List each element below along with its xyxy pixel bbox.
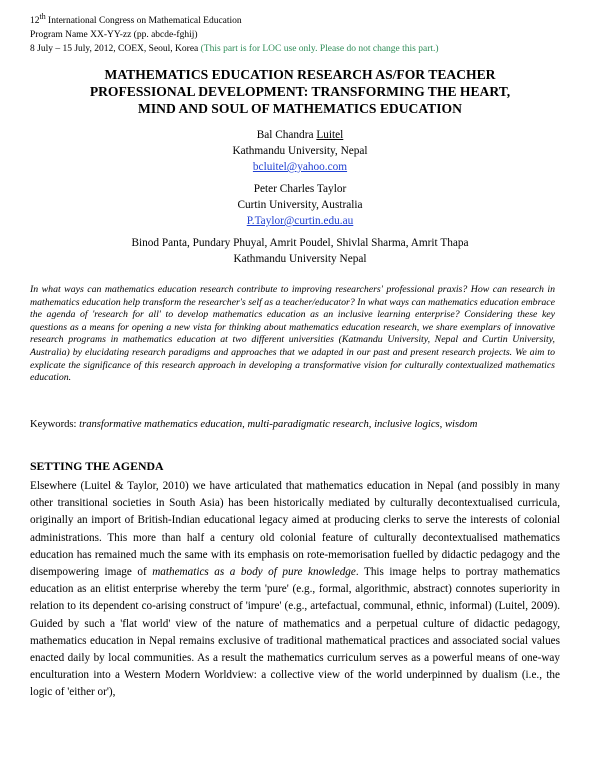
header-line-1: 12th International Congress on Mathematical Education	[30, 12, 242, 27]
header-line-2: Program Name XX-YY-zz (pp. abcde-fghij)	[30, 30, 198, 41]
author-1-affiliation: Kathmandu University, Nepal	[232, 145, 368, 157]
keywords	[30, 418, 555, 431]
author-block	[80, 127, 520, 267]
loc-note: (This part is for LOC use only. Please do not change this part.)	[200, 44, 439, 55]
coauthors: Binod Panta, Pundary Phuyal, Amrit Poudel, Shivlal Sharma, Amrit Thapa	[131, 237, 469, 249]
author-1-name: Bal Chandra Luitel	[256, 129, 344, 141]
author-2-name: Peter Charles Taylor	[253, 183, 347, 195]
section-heading: SETTING THE AGENDA	[30, 459, 164, 473]
conference-header	[30, 10, 439, 56]
keywords-label: Keywords:	[30, 419, 77, 430]
paper-title: MATHEMATICS EDUCATION RESEARCH AS/FOR TEACHER PROFESSIONAL DEVELOPMENT: TRANSFORMING THE HEART, MIND AND SOUL OF MATHEMATICS EDUCATION	[89, 67, 511, 116]
author-1-email-link[interactable]: bcluitel@yahoo.com	[252, 161, 348, 173]
coauthors-affiliation: Kathmandu University Nepal	[233, 253, 367, 265]
author-2-email-link[interactable]: P.Taylor@curtin.edu.au	[246, 215, 354, 227]
author-2-affiliation: Curtin University, Australia	[237, 199, 363, 211]
keywords-text: transformative mathematics education, multi-paradigmatic research, inclusive logics, wisdom	[76, 419, 478, 430]
body-emphasis: mathematics as a body of pure knowledge	[152, 566, 356, 579]
abstract: In what ways can mathematics education research contribute to improving researchers' professional praxis? How can research in mathematics education help transform the researcher's self as a teacher/educator? In what ways can mathematics education embrace the agenda of 'research for all' to develop mathematics education as an inclusive learning enterprise? Considering these key questions as a means for opening a new vista for thinking about mathematics education research, we share exemplars of innovative research programs in mathematics education at two different universities (Katmandu University, Nepal and Curtin University, Australia) by elucidating research paradigms and approaches that we adapted in our past and present research projects. We aim to explicate the significance of this research approach in developing a transformative vision for culturally contextualized mathematics education.	[30, 284, 555, 384]
header-line-3: 8 July – 15 July, 2012, COEX, Seoul, Korea (This part is for LOC use only. Please do not change this part.)	[30, 44, 439, 55]
section-body: Elsewhere (Luitel & Taylor, 2010) we have articulated that mathematics education in Nepal (and possibly in many other transitional societies in South Asia) has been historically mediated by culturally decontextualised curricula, originally an import of British-Indian educational legacy aimed at producing clerks to serve the interests of colonial administrations. This more than half a century old colonial feature of culturally decontextualised mathematics education has remained much the same with its emphasis on rote-memorisation fuelled by didactic pedagogy and the disempowering image of mathematics as a body of pure knowledge. This image helps to portray mathematics education as an elitist enterprise whereby the term 'pure' (e.g., formal, algorithmic, abstract) connotes superiority in relation to its dependent co-arising construct of 'impure' (e.g., artefactual, communal, ethnic, informal) (Luitel, 2009). Guided by such a 'flat world' view of the nature of mathematics and a perpetual culture of didactic pedagogy, mathematics education in Nepal remains exclusive of traditional mathematical practices and associated social values enacted daily by local communities. As a result the mathematics curriculum serves as a powerful means of one-way enculturation into a Western Modern Worldview: a collective view of the world underpinned by dualism (i.e., the logic of 'either or'),	[30, 480, 560, 699]
